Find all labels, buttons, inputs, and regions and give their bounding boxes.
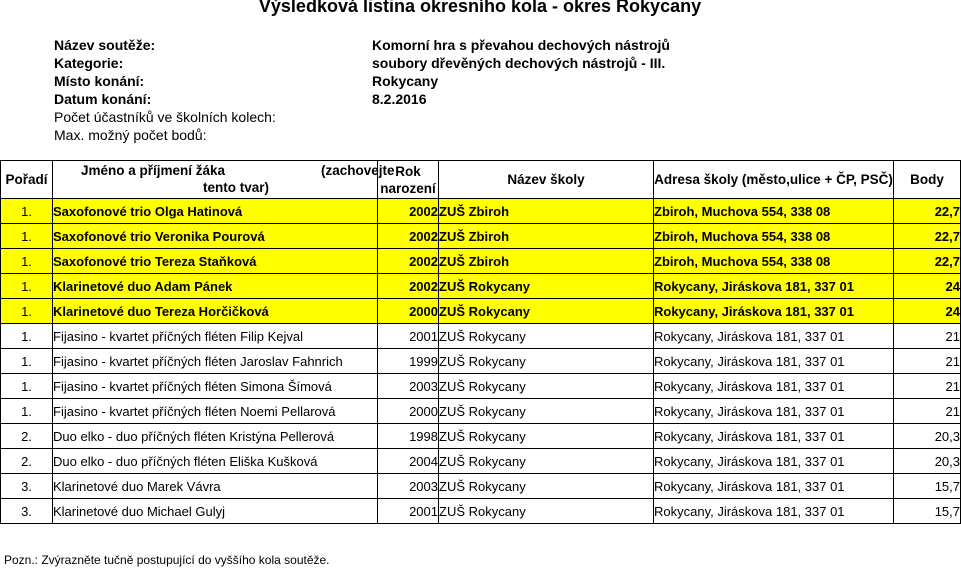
cell-year: 2001 — [378, 499, 439, 524]
cell-name: Duo elko - duo příčných fléten Kristýna Pellerová — [53, 424, 378, 449]
cell-points: 20,3 — [894, 449, 961, 474]
cell-year: 2002 — [378, 274, 439, 299]
cell-address: Zbiroh, Muchova 554, 338 08 — [654, 199, 894, 224]
cell-points: 22,7 — [894, 249, 961, 274]
cell-year: 2003 — [378, 374, 439, 399]
header-school: Název školy — [439, 161, 654, 199]
cell-year: 2002 — [378, 224, 439, 249]
header-rok-line2: narození — [380, 180, 436, 196]
cell-school: ZUŠ Rokycany — [439, 299, 654, 324]
table-row — [1, 349, 961, 374]
cell-name: Fijasino - kvartet příčných fléten Jaroslav Fahnrich — [53, 349, 378, 374]
cell-rank: 2. — [1, 424, 53, 449]
info-label: Počet účastníků ve školních kolech: — [54, 109, 276, 125]
cell-school: ZUŠ Rokycany — [439, 474, 654, 499]
cell-points: 21 — [894, 349, 961, 374]
table-row — [1, 224, 961, 249]
cell-address: Zbiroh, Muchova 554, 338 08 — [654, 249, 894, 274]
cell-address: Rokycany, Jiráskova 181, 337 01 — [654, 449, 894, 474]
cell-school: ZUŠ Rokycany — [439, 349, 654, 374]
header-name-line1: Jméno a příjmení žáka — [81, 163, 226, 178]
header-name-line2: tento tvar) — [203, 180, 270, 195]
info-value: Komorní hra s převahou dechových nástrojů — [372, 37, 670, 53]
cell-address: Zbiroh, Muchova 554, 338 08 — [654, 224, 894, 249]
cell-year: 2001 — [378, 324, 439, 349]
cell-address: Rokycany, Jiráskova 181, 337 01 — [654, 474, 894, 499]
cell-rank: 3. — [1, 499, 53, 524]
info-value: Rokycany — [372, 73, 439, 89]
cell-points: 20,3 — [894, 424, 961, 449]
table-row — [1, 449, 961, 474]
cell-school: ZUŠ Zbiroh — [439, 199, 654, 224]
cell-points: 21 — [894, 399, 961, 424]
cell-points: 15,7 — [894, 474, 961, 499]
cell-name: Saxofonové trio Veronika Pourová — [53, 224, 378, 249]
cell-address: Rokycany, Jiráskova 181, 337 01 — [654, 374, 894, 399]
cell-school: ZUŠ Rokycany — [439, 449, 654, 474]
cell-points: 22,7 — [894, 199, 961, 224]
table-row — [1, 249, 961, 274]
table-header-row — [1, 161, 961, 199]
table-row — [1, 274, 961, 299]
page-title: Výsledková listina okresního kola - okres Rokycany — [258, 0, 702, 16]
header-body: Body — [894, 161, 961, 199]
info-value: 8.2.2016 — [372, 91, 427, 107]
cell-name: Duo elko - duo příčných fléten Eliška Kušková — [53, 449, 378, 474]
cell-year: 2002 — [378, 199, 439, 224]
table-row — [1, 499, 961, 524]
cell-year: 2000 — [378, 399, 439, 424]
cell-rank: 1. — [1, 349, 53, 374]
cell-school: ZUŠ Rokycany — [439, 399, 654, 424]
header-name — [53, 161, 395, 199]
cell-points: 21 — [894, 324, 961, 349]
info-label: Max. možný počet bodů: — [54, 127, 207, 143]
cell-year: 2002 — [378, 249, 439, 274]
cell-school: ZUŠ Rokycany — [439, 274, 654, 299]
cell-name: Fijasino - kvartet příčných fléten Noemi Pellarová — [53, 399, 378, 424]
cell-school: ZUŠ Zbiroh — [439, 224, 654, 249]
cell-address: Rokycany, Jiráskova 181, 337 01 — [654, 399, 894, 424]
info-label: Název soutěže: — [54, 37, 156, 53]
cell-rank: 2. — [1, 449, 53, 474]
table-row — [1, 199, 961, 224]
cell-rank: 1. — [1, 299, 53, 324]
cell-address: Rokycany, Jiráskova 181, 337 01 — [654, 349, 894, 374]
cell-year: 2004 — [378, 449, 439, 474]
cell-name: Klarinetové duo Adam Pánek — [53, 274, 378, 299]
cell-year: 1998 — [378, 424, 439, 449]
cell-year: 1999 — [378, 349, 439, 374]
table-row — [1, 399, 961, 424]
table-row — [1, 474, 961, 499]
cell-name: Saxofonové trio Olga Hatinová — [53, 199, 378, 224]
cell-points: 24 — [894, 299, 961, 324]
cell-name: Fijasino - kvartet příčných fléten Simona Šímová — [53, 374, 378, 399]
info-label: Kategorie: — [54, 55, 124, 71]
table-row — [1, 299, 961, 324]
cell-school: ZUŠ Rokycany — [439, 424, 654, 449]
cell-points: 22,7 — [894, 224, 961, 249]
cell-year: 2003 — [378, 474, 439, 499]
cell-school: ZUŠ Rokycany — [439, 499, 654, 524]
cell-rank: 1. — [1, 199, 53, 224]
footnote: Pozn.: Zvýrazněte tučně postupující do vyššího kola soutěže. — [4, 553, 330, 567]
header-name-line1b: (zachovejte — [321, 163, 395, 178]
cell-name: Saxofonové trio Tereza Staňková — [53, 249, 378, 274]
cell-points: 15,7 — [894, 499, 961, 524]
cell-address: Rokycany, Jiráskova 181, 337 01 — [654, 499, 894, 524]
header-rok-line1: Rok — [395, 163, 421, 179]
cell-points: 24 — [894, 274, 961, 299]
info-label: Datum konání: — [54, 91, 152, 107]
cell-rank: 1. — [1, 399, 53, 424]
cell-address: Rokycany, Jiráskova 181, 337 01 — [654, 324, 894, 349]
results-table — [0, 160, 961, 524]
cell-address: Rokycany, Jiráskova 181, 337 01 — [654, 299, 894, 324]
cell-name: Klarinetové duo Michael Gulyj — [53, 499, 378, 524]
cell-rank: 1. — [1, 324, 53, 349]
cell-school: ZUŠ Rokycany — [439, 374, 654, 399]
cell-address: Rokycany, Jiráskova 181, 337 01 — [654, 424, 894, 449]
cell-points: 21 — [894, 374, 961, 399]
cell-rank: 1. — [1, 374, 53, 399]
table-row — [1, 324, 961, 349]
cell-name: Fijasino - kvartet příčných fléten Filip Kejval — [53, 324, 378, 349]
cell-school: ZUŠ Zbiroh — [439, 249, 654, 274]
info-value: soubory dřevěných dechových nástrojů - III. — [372, 55, 666, 71]
header-address: Adresa školy (město,ulice + ČP, PSČ) — [654, 161, 894, 199]
cell-name: Klarinetové duo Tereza Horčičková — [53, 299, 378, 324]
cell-name: Klarinetové duo Marek Vávra — [53, 474, 378, 499]
table-row — [1, 424, 961, 449]
table-row — [1, 374, 961, 399]
cell-school: ZUŠ Rokycany — [439, 324, 654, 349]
cell-rank: 1. — [1, 224, 53, 249]
cell-rank: 3. — [1, 474, 53, 499]
cell-rank: 1. — [1, 274, 53, 299]
cell-rank: 1. — [1, 249, 53, 274]
cell-year: 2000 — [378, 299, 439, 324]
header-poradi: Pořadí — [1, 161, 53, 199]
cell-address: Rokycany, Jiráskova 181, 337 01 — [654, 274, 894, 299]
info-label: Místo konání: — [54, 73, 145, 89]
